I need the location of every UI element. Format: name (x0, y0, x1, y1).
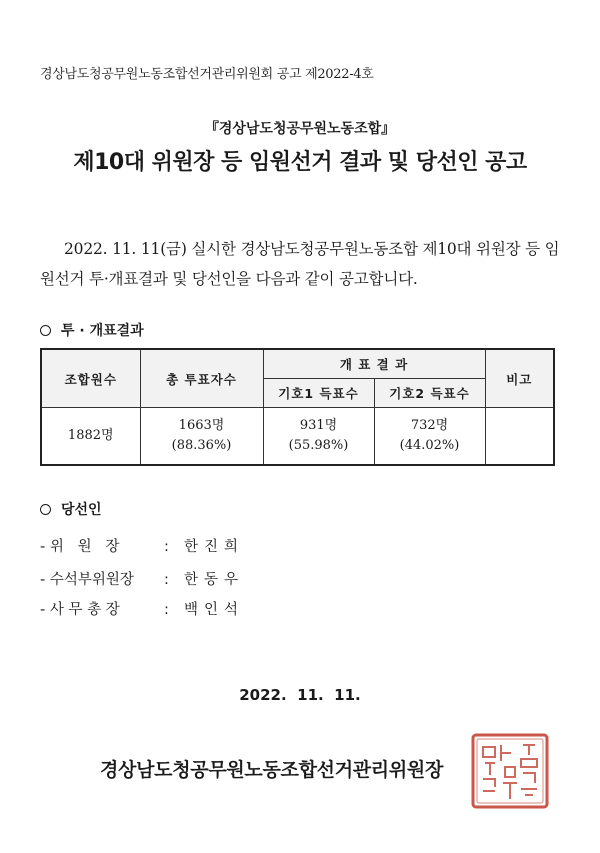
winner-colon: : (164, 572, 169, 588)
winner-role: - 위 원 장 (40, 539, 120, 555)
header-candidate2: 기호2 득표수 (374, 379, 485, 408)
issuing-organization: 경상남도청공무원노동조합선거관리위원장 (100, 759, 444, 781)
header-total-votes: 총 투표자수 (140, 349, 263, 408)
union-subtitle: 『경상남도청공무원노동조합』 (204, 121, 396, 137)
official-seal-icon (471, 733, 549, 809)
cell-members: 1882명 (41, 408, 140, 466)
cell-total-votes (140, 408, 263, 466)
winner-row (40, 568, 244, 589)
header-result-group: 개 표 결 과 (263, 349, 485, 379)
circle-bullet-icon (40, 325, 51, 336)
winner-colon: : (164, 602, 169, 618)
announcement-reference: 경상남도청공무원노동조합선거관리위원회 공고 제2022-4호 (40, 67, 374, 82)
header-remarks: 비고 (485, 349, 554, 408)
winner-name: 한동우 (184, 572, 245, 588)
announcement-date: 2022. 11. 11. (239, 686, 361, 704)
results-table (40, 348, 555, 466)
candidate1-pct: (55.98%) (288, 438, 349, 453)
table-row (41, 408, 554, 466)
cell-candidate2 (374, 408, 485, 466)
winners-section-heading (40, 499, 102, 519)
winner-colon: : (164, 539, 169, 555)
results-section-heading (40, 320, 144, 340)
results-section-label: 투 · 개표결과 (61, 323, 144, 339)
total-votes-count: 1663명 (178, 418, 225, 433)
announcement-body: 2022. 11. 11(금) 실시한 경상남도청공무원노동조합 제10대 위원장 등 임원선거 투·개표결과 및 당선인을 다음과 같이 공고합니다. (40, 240, 560, 288)
circle-bullet-icon (40, 504, 51, 515)
winner-row (40, 535, 244, 556)
winner-role: - 수석부위원장 (40, 572, 134, 588)
page-title: 제10대 위원장 등 임원선거 결과 및 당선인 공고 (73, 150, 527, 175)
winner-row (40, 598, 244, 619)
candidate1-votes: 931명 (299, 418, 338, 433)
cell-candidate1 (263, 408, 374, 466)
candidate2-pct: (44.02%) (399, 438, 460, 453)
winner-role: - 사 무 총 장 (40, 602, 120, 618)
header-candidate1: 기호1 득표수 (263, 379, 374, 408)
winners-section-label: 당선인 (61, 502, 102, 518)
candidate2-votes: 732명 (410, 418, 449, 433)
total-votes-pct: (88.36%) (171, 438, 232, 453)
header-members: 조합원수 (41, 349, 140, 408)
winner-name: 한진희 (184, 539, 245, 555)
cell-remarks (485, 408, 554, 466)
winner-name: 백인석 (184, 602, 245, 618)
